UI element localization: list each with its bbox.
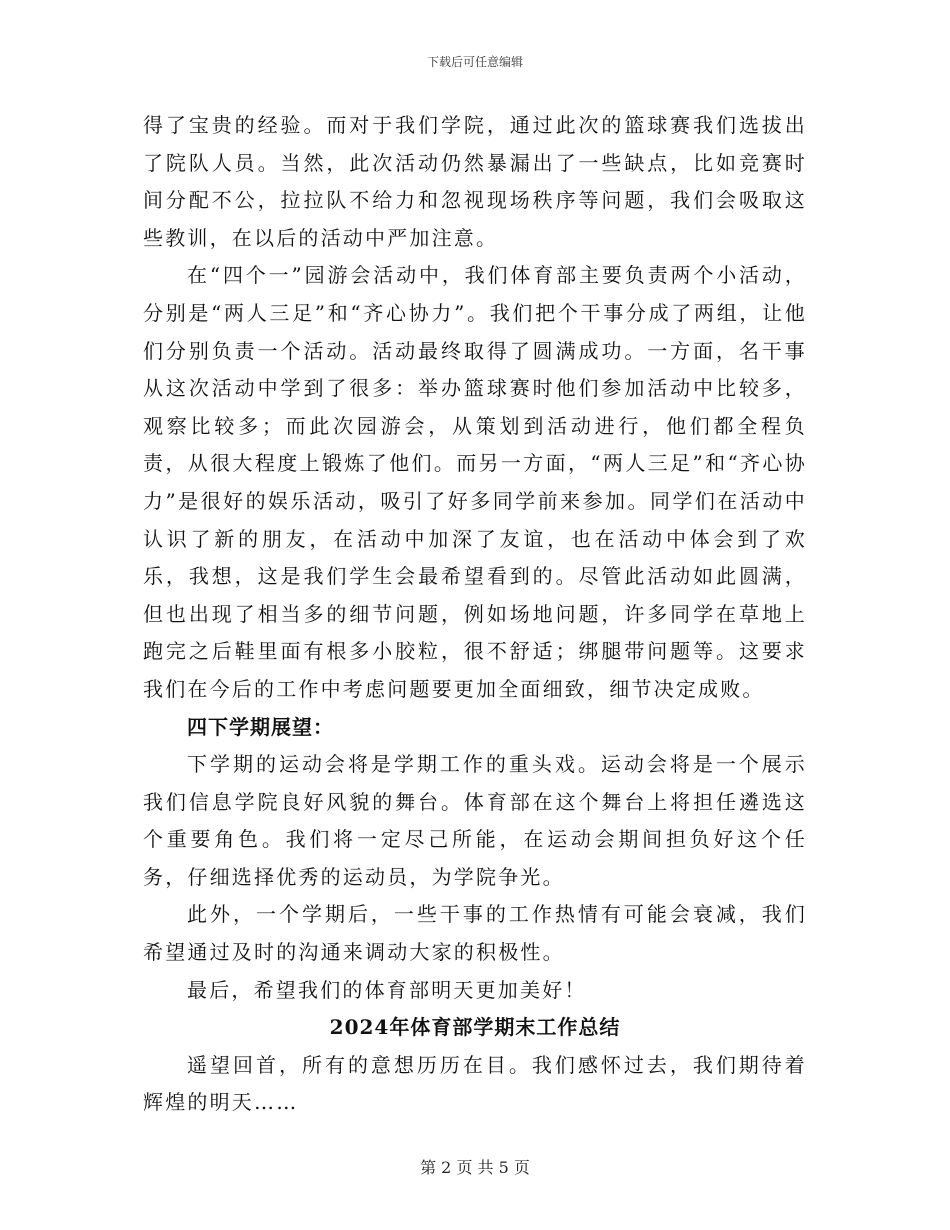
paragraph-motivation: 此外，一个学期后，一些干事的工作热情有可能会衰减，我们希望通过及时的沟通来调动大家的积极性。 <box>143 902 807 965</box>
paragraph-closing-wish: 最后，希望我们的体育部明天更加美好！ <box>187 977 587 1002</box>
page-header: 下载后可任意编辑 <box>426 55 523 69</box>
document-title: 2024年体育部学期末工作总结 <box>329 1015 621 1040</box>
paragraph-garden-party: 在“四个一”园游会活动中，我们体育部主要负责两个小活动，分别是“两人三足”和“齐心协力”。我们把个干事分成了两组，让他们分别负责一个活动。活动最终取得了圆满成功。一方面，名干事从这次活动中学到了很多：举办篮球赛时他们参加活动中比较多，观察比较多；而此次园游会，从策划到活动进行，他们都全程负责，从很大程度上锻炼了他们。而另一方面，“两人三足”和“齐心协力”是很好的娱乐活动，吸引了好多同学前来参加。同学们在活动中认识了新的朋友，在活动中加深了友谊，也在活动中体会到了欢乐，我想，这是我们学生会最希望看到的。尽管此活动如此圆满，但也出现了相当多的细节问题，例如场地问题，许多同学在草地上跑完之后鞋里面有根多小胶粒，很不舒适；绑腿带问题等。这要求我们在今后的工作中考虑问题要更加全面细致，细节决定成败。 <box>143 263 807 701</box>
paragraph-intro: 遥望回首，所有的意想历历在目。我们感怀过去，我们期待着辉煌的明天…… <box>143 1052 807 1115</box>
section-heading-outlook: 四下学期展望： <box>187 714 334 739</box>
paragraph-basketball-summary: 得了宝贵的经验。而对于我们学院，通过此次的篮球赛我们选拔出了院队人员。当然，此次活动仍然暴漏出了一些缺点，比如竞赛时间分配不公，拉拉队不给力和忽视现场秩序等问题，我们会吸取这些教训，在以后的活动中严加注意。 <box>143 113 807 250</box>
page-footer: 第 2 页 共 5 页 <box>420 1158 530 1177</box>
document-body <box>143 107 807 1122</box>
paragraph-sports-meet: 下学期的运动会将是学期工作的重头戏。运动会将是一个展示我们信息学院良好风貌的舞台。体育部在这个舞台上将担任遴选这个重要角色。我们将一定尽己所能，在运动会期间担负好这个任务，仔细选择优秀的运动员，为学院争光。 <box>143 752 807 889</box>
